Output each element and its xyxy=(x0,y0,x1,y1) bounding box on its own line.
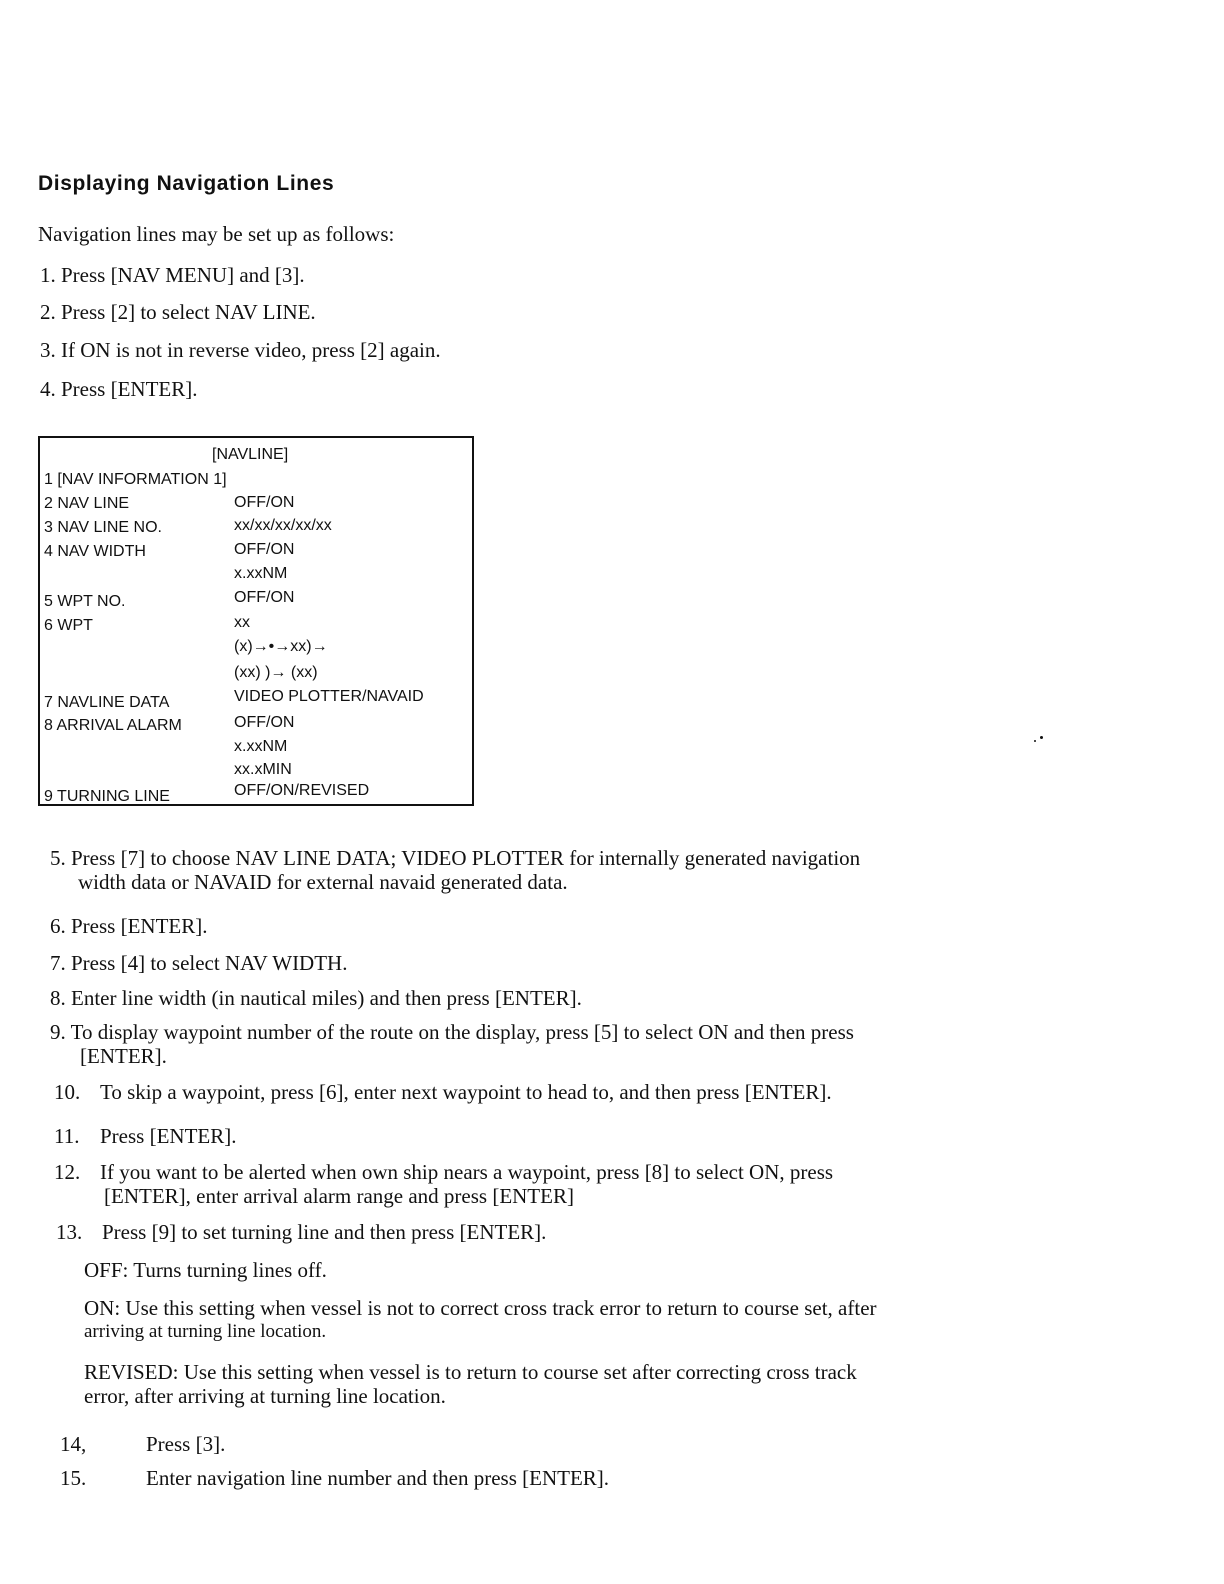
step-number: 1. xyxy=(40,263,56,287)
menu-title: [NAVLINE] xyxy=(212,446,289,463)
step-number: 8. xyxy=(50,986,66,1010)
step-number: 4. xyxy=(40,377,56,401)
menu-value: OFF/ON xyxy=(234,494,295,511)
menu-value: xx.xMIN xyxy=(234,761,292,778)
step-number: 13. xyxy=(56,1220,83,1244)
step-5 xyxy=(50,846,860,894)
step-15 xyxy=(60,1466,609,1490)
option-text-cont: arriving at turning line location. xyxy=(84,1321,327,1342)
step-7 xyxy=(50,951,347,975)
step-text: To display waypoint number of the route on the display, press [5] to select ON and then press xyxy=(70,1020,854,1044)
menu-label: 4 NAV WIDTH xyxy=(44,543,146,560)
step-text: Enter line width (in nautical miles) and then press [ENTER]. xyxy=(71,986,582,1010)
step-2 xyxy=(40,300,316,324)
menu-label: 7 NAVLINE DATA xyxy=(44,694,170,711)
menu-label: 2 NAV LINE xyxy=(44,495,130,512)
step-number: 3. xyxy=(40,338,56,362)
step-12 xyxy=(54,1160,833,1208)
menu-row-navline-data xyxy=(44,694,169,712)
menu-row-nav-width xyxy=(44,543,146,561)
step-text-cont: width data or NAVAID for external navaid generated data. xyxy=(78,870,568,894)
turning-option-off xyxy=(84,1258,327,1282)
step-text: Press [ENTER]. xyxy=(71,914,208,938)
menu-row-wpt xyxy=(44,617,93,635)
step-8 xyxy=(50,986,582,1010)
step-text: Press [7] to choose NAV LINE DATA; VIDEO PLOTTER for internally generated navigation xyxy=(71,846,861,870)
step-9 xyxy=(50,1020,854,1068)
menu-value: OFF/ON/REVISED xyxy=(234,782,370,799)
step-text: Enter navigation line number and then press [ENTER]. xyxy=(146,1466,610,1490)
step-text: Press [3]. xyxy=(146,1432,226,1456)
step-number: 15. xyxy=(60,1466,87,1490)
navline-menu xyxy=(38,436,474,806)
step-3 xyxy=(40,338,441,362)
intro-text: Navigation lines may be set up as follows: xyxy=(38,222,395,246)
menu-value: xx xyxy=(234,614,250,631)
menu-value: OFF/ON xyxy=(234,589,295,606)
step-number: 2. xyxy=(40,300,56,324)
step-13 xyxy=(56,1220,546,1244)
menu-value: xx/xx/xx/xx/xx xyxy=(234,517,332,534)
step-14 xyxy=(60,1432,225,1456)
step-text: Press [ENTER]. xyxy=(61,377,198,401)
menu-value: (x)→•→xx)→ xyxy=(234,638,328,655)
option-text: OFF: Turns turning lines off. xyxy=(84,1258,327,1282)
menu-label: 1 [NAV INFORMATION 1] xyxy=(44,471,227,488)
step-4 xyxy=(40,377,197,401)
page-title: Displaying Navigation Lines xyxy=(38,172,335,195)
step-text: Press [ENTER]. xyxy=(100,1124,237,1148)
step-6 xyxy=(50,914,207,938)
step-number: 7. xyxy=(50,951,66,975)
menu-label: 3 NAV LINE NO. xyxy=(44,519,162,536)
step-number: 12. xyxy=(54,1160,81,1184)
step-1 xyxy=(40,263,305,287)
step-text: Press [9] to set turning line and then press [ENTER]. xyxy=(102,1220,547,1244)
menu-row-wpt-no xyxy=(44,593,126,611)
menu-value: x.xxNM xyxy=(234,565,288,582)
menu-label: 9 TURNING LINE xyxy=(44,788,170,805)
menu-row-nav-line xyxy=(44,495,129,513)
menu-value: OFF/ON xyxy=(234,541,295,558)
menu-value: x.xxNM xyxy=(234,738,288,755)
step-text: If ON is not in reverse video, press [2] again. xyxy=(61,338,441,362)
step-number: 5. xyxy=(50,846,66,870)
menu-row-nav-line-no xyxy=(44,519,162,537)
step-text: Press [NAV MENU] and [3]. xyxy=(61,263,305,287)
turning-option-on xyxy=(84,1296,877,1344)
menu-value: OFF/ON xyxy=(234,714,295,731)
option-text: ON: Use this setting when vessel is not to correct cross track error to return to course set, after xyxy=(84,1296,877,1320)
scan-speck xyxy=(1040,736,1043,739)
step-number: 6. xyxy=(50,914,66,938)
menu-value: VIDEO PLOTTER/NAVAID xyxy=(234,688,424,705)
scan-speck xyxy=(1034,740,1036,742)
option-text: REVISED: Use this setting when vessel is to return to course set after correcting cross track xyxy=(84,1360,857,1384)
step-11 xyxy=(54,1124,236,1148)
menu-label: 5 WPT NO. xyxy=(44,593,126,610)
menu-label: 8 ARRIVAL ALARM xyxy=(44,717,182,734)
step-text-cont: [ENTER]. xyxy=(80,1044,167,1068)
step-number: 14, xyxy=(60,1432,87,1456)
step-text: To skip a waypoint, press [6], enter next waypoint to head to, and then press [ENTER]. xyxy=(100,1080,832,1104)
menu-label: 6 WPT xyxy=(44,617,93,634)
menu-row-turning-line xyxy=(44,788,170,806)
step-number: 9. xyxy=(50,1020,66,1044)
menu-row-arrival-alarm xyxy=(44,717,182,735)
turning-option-revised xyxy=(84,1360,857,1408)
step-10 xyxy=(54,1080,832,1104)
menu-value: (xx) )→ (xx) xyxy=(234,664,318,681)
step-text-cont: [ENTER], enter arrival alarm range and press [ENTER] xyxy=(104,1184,574,1208)
step-number: 10. xyxy=(54,1080,81,1104)
menu-row-nav-information xyxy=(44,471,227,489)
step-text: If you want to be alerted when own ship nears a waypoint, press [8] to select ON, press xyxy=(100,1160,834,1184)
step-text: Press [4] to select NAV WIDTH. xyxy=(71,951,348,975)
step-text: Press [2] to select NAV LINE. xyxy=(61,300,316,324)
option-text-cont: error, after arriving at turning line location. xyxy=(84,1384,446,1408)
step-number: 11. xyxy=(54,1124,80,1148)
